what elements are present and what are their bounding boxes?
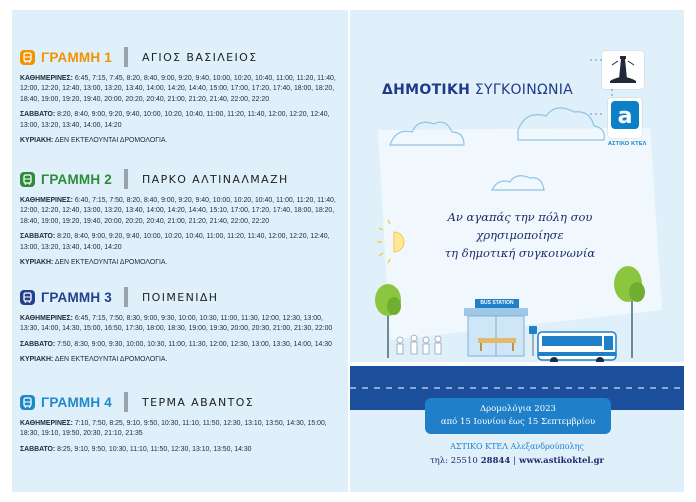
schedule-text	[20, 419, 342, 455]
schedule-text	[20, 196, 342, 268]
phone-number: 28844	[480, 456, 511, 466]
divider	[124, 287, 128, 307]
company-name: ΑΣΤΙΚΟ ΚΤΕΛ Αλεξανδρούπολης	[450, 442, 584, 451]
saturday-times: 8:20, 8:40, 9:00, 9:20, 9:40, 10:00, 10:20, 10:40, 11:00, 11:20, 11:40, 12:00, 12:20, 12:40, 13:00, 13:20, 13:40, 14:00, 14:20	[20, 233, 330, 251]
saturday-label: ΣΑΒΒΑΤΟ:	[20, 340, 56, 348]
slogan-line: Αν αγαπάς την πόλη σου	[447, 210, 593, 224]
poster-title	[382, 82, 573, 98]
bus-station-shelter	[464, 308, 528, 356]
schedule-range: από 15 Ιουνίου έως 15 Σεπτεμβρίου	[440, 417, 596, 427]
sunday-text: ΔΕΝ ΕΚΤΕΛΟΥΝΤΑΙ ΔΡΟΜΟΛΟΓΙΑ.	[54, 259, 168, 267]
website-link[interactable]: www.astikoktel.gr	[519, 456, 605, 466]
ktel-logo-icon	[608, 98, 642, 132]
weekdays-label: ΚΑΘΗΜΕΡΙΝΕΣ:	[20, 315, 73, 322]
line-label: ΓΡΑΜΜΗ 4	[41, 394, 112, 410]
saturday-label: ΣΑΒΒΑΤΟ:	[20, 445, 56, 453]
bus-icon	[20, 290, 35, 305]
bus-station-label: BUS STATION	[475, 299, 519, 308]
title-bold: ΔΗΜΟΤΙΚΗ	[382, 82, 471, 98]
weekdays-label: ΚΑΘΗΜΕΡΙΝΕΣ:	[20, 75, 73, 82]
line-3-header	[20, 286, 342, 308]
saturday-label: ΣΑΒΒΑΤΟ:	[20, 233, 56, 241]
saturday-times: 8:20, 8:40, 9:00, 9:20, 9:40, 10:00, 10:20, 10:40, 11:00, 11:20, 11:40, 12:00, 12:20, 12:40, 13:00, 13:20, 13:40, 14:00, 14:20	[20, 111, 330, 129]
timetable-panel	[12, 10, 348, 492]
sunday-label: ΚΥΡΙΑΚΗ:	[20, 259, 54, 267]
slogan	[410, 208, 630, 262]
title-rest: ΣΥΓΚΟΙΝΩΝΙΑ	[474, 82, 574, 98]
schedule-text	[20, 314, 342, 366]
ktel-caption: ΑΣΤΙΚΟ ΚΤΕΛ	[608, 141, 647, 147]
saturday-times: 8:25, 9:10, 9:50, 10:30, 11:10, 11:50, 12:30, 13:10, 13:50, 14:30	[57, 445, 252, 453]
bus-icon	[20, 395, 35, 410]
line-label: ΓΡΑΜΜΗ 3	[41, 289, 112, 305]
divider	[124, 392, 128, 412]
ktel-letter: a	[617, 104, 633, 129]
line-destination: ΠΟΙΜΕΝΙΔΗ	[141, 290, 219, 304]
sunday-label: ΚΥΡΙΑΚΗ:	[20, 356, 54, 364]
lighthouse-icon	[602, 51, 644, 89]
sunday-text: ΔΕΝ ΕΚΤΕΛΟΥΝΤΑΙ ΔΡΟΜΟΛΟΓΙΑ.	[54, 356, 168, 364]
saturday-times: 7:50, 8:30, 9:00, 9:30, 10:00, 10:30, 11:00, 11:30, 12:00, 12:30, 13:00, 13:30, 14:00, 14:30	[57, 340, 332, 348]
line-1-header	[20, 46, 342, 68]
phone-label: τηλ: 25510	[429, 456, 478, 466]
line-label: ΓΡΑΜΜΗ 2	[41, 171, 112, 187]
weekdays-times: 6:45, 7:15, 7:45, 8:20, 8:40, 9:00, 9:20, 9:40, 10:00, 10:20, 10:40, 11:00, 11:20, 11:40, 12:00, 12:20, 12:40, 13:00, 13:20, 13:40, 14:00, 14:20, 14:40, 15:00, 17:00, 17:20, 17:40, 18:00, 18:20, 18:40, 19:00, 19:20, 19:40, 20:00, 20:20, 20:40, 21:00, 21:20, 21:40, 22:00, 22:20	[20, 75, 336, 103]
astiko-ktel-logo	[608, 98, 642, 138]
line-4-header	[20, 391, 342, 413]
weekdays-times: 6:45, 7:15, 7:50, 8:30, 9:00, 9:30, 10:00, 10:30, 11:00, 11:30, 12:00, 12:30, 13:00, 13:30, 14:00, 14:30, 15:00, 16:50, 17:30, 18:00, 18:30, 19:00, 19:30, 20:00, 20:30, 21:00, 21:30, 22:00	[20, 315, 333, 333]
sunday-label: ΚΥΡΙΑΚΗ:	[20, 137, 54, 145]
slogan-line: τη δημοτική συγκοινωνία	[444, 246, 596, 260]
line-3-block	[20, 286, 342, 371]
schedule-year: Δρομολόγια 2023	[480, 404, 556, 414]
line-destination: ΤΕΡΜΑ ΑΒΑΝΤΟΣ	[141, 395, 255, 409]
divider	[124, 47, 128, 67]
line-destination: ΑΓΙΟΣ ΒΑΣΙΛΕΙΟΣ	[141, 50, 258, 64]
separator: |	[513, 456, 517, 466]
bus-icon	[20, 172, 35, 187]
line-2-block	[20, 168, 342, 273]
schedule-text	[20, 74, 342, 146]
sunday-text: ΔΕΝ ΕΚΤΕΛΟΥΝΤΑΙ ΔΡΟΜΟΛΟΓΙΑ.	[54, 137, 168, 145]
weekdays-label: ΚΑΘΗΜΕΡΙΝΕΣ:	[20, 197, 73, 204]
line-4-block	[20, 391, 342, 460]
weekdays-times: 6:40, 7:15, 7:50, 8:20, 8:40, 9:00, 9:20, 9:40, 10:00, 10:20, 10:40, 11:00, 11:20, 11:40, 12:00, 12:20, 12:40, 13:00, 13:20, 13:40, 14:00, 14:20, 14:40, 15:10, 17:00, 17:20, 17:40, 18:00, 18:20, 18:40, 19:00, 19:20, 19:40, 20:00, 20:20, 20:40, 21:00, 21:20, 21:40, 22:00, 22:20	[20, 197, 336, 225]
line-label: ΓΡΑΜΜΗ 1	[41, 49, 112, 65]
weekdays-label: ΚΑΘΗΜΕΡΙΝΕΣ:	[20, 420, 73, 427]
line-destination: ΠΑΡΚΟ ΑΛΤΙΝΑΛΜΑΖΗ	[141, 172, 289, 186]
line-1-block	[20, 46, 342, 151]
weekdays-times: 7:10, 7:50, 8:25, 9:10, 9:50, 10:30, 11:10, 11:50, 12:30, 13:10, 13:50, 14:30, 15:00, 18:30, 19:10, 19:50, 20:30, 21:10, 21:35	[20, 420, 327, 438]
schedule-dates-badge	[425, 398, 611, 434]
bus-icon	[538, 332, 616, 365]
municipality-logo	[602, 51, 644, 89]
poster-panel	[350, 10, 684, 492]
divider	[124, 169, 128, 189]
bus-stop-sign-icon	[529, 326, 537, 356]
contact-line	[350, 456, 684, 466]
saturday-label: ΣΑΒΒΑΤΟ:	[20, 111, 56, 119]
slogan-line: χρησιμοποίησε	[476, 228, 564, 242]
bus-icon	[20, 50, 35, 65]
line-2-header	[20, 168, 342, 190]
